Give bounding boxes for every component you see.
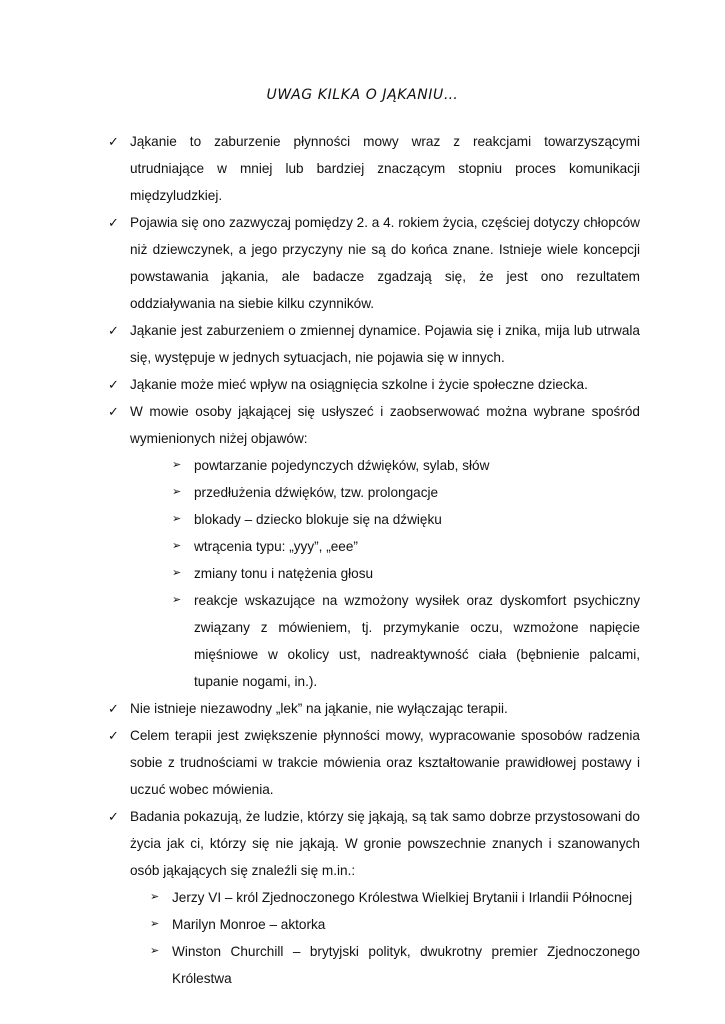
checkmark-icon: ✓ [108, 323, 119, 338]
checkmark-icon: ✓ [108, 728, 119, 743]
sub-list-item [172, 560, 640, 587]
arrow-bullet-icon: ➢ [150, 918, 160, 930]
sub-list-item [172, 452, 640, 479]
checkmark-icon: ✓ [108, 701, 119, 716]
checkmark-icon: ✓ [108, 404, 119, 419]
sub-list-item [150, 884, 640, 911]
item-text: Pojawia się ono zazwyczaj pomiędzy 2. a 4. rokiem życia, częściej dotyczy chłopców niż dziewczynek, a jego przyczyny nie są do końca znane. Istnieje wiele koncepcji powstawania jąkania, ale badacze zgadzają się, że jest ono rezultatem oddziaływania na siebie kilku czynników. [130, 215, 640, 311]
list-item [108, 398, 640, 452]
sub-item-text: przedłużenia dźwięków, tzw. prolongacje [194, 485, 439, 500]
sub-list-item [172, 533, 640, 560]
sub-list-item [150, 938, 640, 992]
sub-list-item [150, 911, 640, 938]
checkmark-icon: ✓ [108, 809, 119, 824]
sub-item-text: reakcje wskazujące na wzmożony wysiłek oraz dyskomfort psychiczny związany z mówieniem, tj. przymykanie oczu, wzmożone napięcie mięśniowe w okolicy ust, nadreaktywność ciała (bębnienie palcami, tupanie nogami, in.). [194, 593, 640, 689]
list-item [108, 317, 640, 371]
sub-item-text: Winston Churchill – brytyjski polityk, dwukrotny premier Zjednoczonego Królestwa [172, 944, 640, 986]
sub-item-text: blokady – dziecko blokuje się na dźwięku [194, 512, 442, 527]
arrow-bullet-icon: ➢ [150, 945, 160, 957]
item-text: Celem terapii jest zwiększenie płynności mowy, wypracowanie sposobów radzenia sobie z trudnościami w trakcie mówienia oraz kształtowanie prawidłowej postawy i uczuć wobec mówienia. [130, 728, 640, 797]
item-text: Jąkanie to zaburzenie płynności mowy wraz z reakcjami towarzyszącymi utrudniające w mniej lub bardziej znaczącym stopniu proces komunikacji międzyludzkiej. [130, 134, 640, 203]
arrow-bullet-icon: ➢ [172, 594, 182, 606]
item-text: W mowie osoby jąkającej się usłyszeć i zaobserwować można wybrane spośród wymienionych niżej objawów: [130, 404, 640, 446]
document-content [108, 128, 640, 992]
item-text: Badania pokazują, że ludzie, którzy się jąkają, są tak samo dobrze przystosowani do życia jak ci, którzy się nie jąkają. W gronie powszechnie znanych i szanowanych osób jąkających się znaleźli się m.in.: [130, 809, 640, 878]
arrow-bullet-icon: ➢ [172, 540, 182, 552]
list-item [108, 803, 640, 884]
sub-list-item [172, 587, 640, 695]
list-item [108, 209, 640, 317]
checkmark-icon: ✓ [108, 134, 119, 149]
checkmark-icon: ✓ [108, 377, 119, 392]
item-text: Jąkanie może mieć wpływ na osiągnięcia szkolne i życie społeczne dziecka. [130, 377, 588, 392]
arrow-bullet-icon: ➢ [172, 567, 182, 579]
list-item [108, 695, 640, 722]
arrow-bullet-icon: ➢ [150, 891, 160, 903]
item-text: Jąkanie jest zaburzeniem o zmiennej dynamice. Pojawia się i znika, mija lub utrwala się, występuje w jednych sytuacjach, nie pojawia się w innych. [130, 323, 640, 365]
arrow-bullet-icon: ➢ [172, 486, 182, 498]
arrow-bullet-icon: ➢ [172, 513, 182, 525]
checkmark-icon: ✓ [108, 215, 119, 230]
sub-list-item [172, 479, 640, 506]
document-title: UWAG KILKA O JĄKANIU… [266, 87, 459, 103]
item-text: Nie istnieje niezawodny „lek” na jąkanie, nie wyłączając terapii. [130, 701, 508, 716]
list-item [108, 371, 640, 398]
sub-item-text: powtarzanie pojedynczych dźwięków, sylab, słów [194, 458, 490, 473]
list-item [108, 128, 640, 209]
arrow-bullet-icon: ➢ [172, 459, 182, 471]
sub-item-text: wtrącenia typu: „yyy”, „eee” [194, 539, 358, 554]
sub-list-item [172, 506, 640, 533]
sub-item-text: zmiany tonu i natężenia głosu [194, 566, 374, 581]
list-item [108, 722, 640, 803]
sub-item-text: Jerzy VI – król Zjednoczonego Królestwa Wielkiej Brytanii i Irlandii Północnej [172, 890, 633, 905]
sub-item-text: Marilyn Monroe – aktorka [172, 917, 326, 932]
